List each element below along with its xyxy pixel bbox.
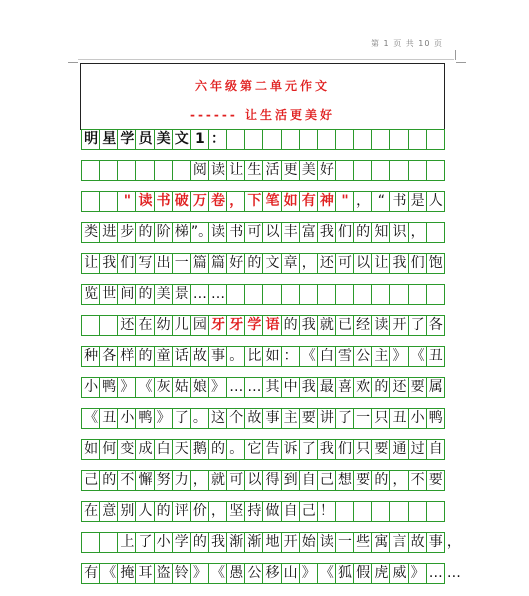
grid-char: 更 — [283, 162, 298, 178]
grid-char: 它 — [247, 441, 262, 457]
grid-char: 盗 — [156, 565, 171, 581]
grid-char: 个 — [229, 410, 244, 426]
grid-char: 上 — [120, 534, 135, 550]
grid-char: 小 — [156, 534, 171, 550]
grid-char: 何 — [102, 441, 117, 457]
grid-char: 》 — [120, 379, 135, 395]
grid-char: 灰 — [156, 379, 171, 395]
grid-char: 的 — [247, 255, 262, 271]
grid-char: 我 — [319, 441, 334, 457]
grid-char: 要 — [301, 410, 316, 426]
crop-mark-top-right-h — [456, 62, 466, 63]
grid-char: 美 — [301, 162, 316, 178]
grid-char: 还 — [120, 317, 135, 333]
grid-char: 读 — [211, 162, 226, 178]
page-number-header: 第 1 页 共 10 页 — [371, 39, 443, 48]
grid-char: 生 — [247, 162, 262, 178]
grid-char: 们 — [120, 255, 135, 271]
grid-char: 《 — [319, 565, 334, 581]
grid-char: 开 — [283, 534, 298, 550]
grid-row-text — [82, 564, 482, 583]
grid-char: 美 — [156, 131, 171, 147]
grid-char: 如 — [84, 441, 99, 457]
grid-char: 的 — [138, 224, 153, 240]
grid-char: 览 — [84, 286, 99, 302]
grid-char: 牙 — [211, 317, 226, 333]
grid-char: 文 — [265, 255, 280, 271]
grid-row-text — [82, 378, 482, 397]
grid-char: ， — [192, 472, 207, 488]
grid-char: 景 — [174, 286, 189, 302]
grid-char: 的 — [374, 472, 389, 488]
grid-char: 雪 — [338, 348, 353, 364]
grid-char: 这 — [211, 410, 226, 426]
grid-char: 鸭 — [138, 410, 153, 426]
grid-char: 。 — [229, 348, 244, 364]
grid-char: 篇 — [211, 255, 226, 271]
grid-char: 我 — [102, 255, 117, 271]
grid-char: 想 — [338, 472, 353, 488]
grid-row-text — [82, 254, 482, 273]
grid-char: 已 — [338, 317, 353, 333]
grid-char: 自 — [283, 503, 298, 519]
header-rule — [78, 59, 454, 60]
grid-char: 持 — [247, 503, 262, 519]
grid-char: 故 — [192, 348, 207, 364]
grid-char: 》 — [301, 565, 316, 581]
grid-char — [118, 161, 136, 180]
grid-char: 各 — [428, 317, 443, 333]
grid-char: 种 — [84, 348, 99, 364]
grid-char: 好 — [319, 162, 334, 178]
grid-char: 属 — [428, 379, 443, 395]
grid-char: 只 — [356, 441, 371, 457]
grid-char: 的 — [192, 534, 207, 550]
grid-char: 是 — [410, 193, 425, 209]
grid-char: 可 — [229, 472, 244, 488]
crop-mark-top-left-h — [68, 62, 78, 63]
grid-char: 《 — [138, 379, 153, 395]
grid-char: 出 — [156, 255, 171, 271]
grid-char: 《 — [211, 565, 226, 581]
grid-row-text — [82, 130, 482, 149]
grid-char: 有 — [84, 565, 99, 581]
grid-char: 语 — [265, 317, 280, 333]
grid-char: 愚 — [229, 565, 244, 581]
grid-char: 》 — [410, 565, 425, 581]
grid-char: 童 — [156, 348, 171, 364]
grid-char: 可 — [338, 255, 353, 271]
grid-char: 可 — [247, 224, 262, 240]
grid-char: 始 — [301, 534, 316, 550]
grid-char: 读 — [138, 193, 153, 209]
grid-char: ： — [211, 131, 226, 147]
grid-char: 价 — [192, 503, 207, 519]
grid-char: 公 — [356, 348, 371, 364]
grid-char: 做 — [265, 503, 280, 519]
grid-char: 过 — [410, 441, 425, 457]
grid-row-text — [82, 533, 482, 552]
grid-row-text — [82, 409, 482, 428]
grid-char: 以 — [356, 255, 371, 271]
grid-char: 一 — [338, 534, 353, 550]
grid-char: … — [211, 286, 226, 302]
grid-row-text — [82, 161, 482, 180]
grid-char: 姑 — [174, 379, 189, 395]
grid-char — [82, 192, 100, 211]
grid-char: 故 — [247, 410, 262, 426]
grid-char: 读 — [211, 224, 226, 240]
grid-char: 读 — [319, 534, 334, 550]
grid-char: 神 — [319, 193, 334, 209]
grid-char: 自 — [301, 472, 316, 488]
grid-char: 章 — [283, 255, 298, 271]
grid-char: 知 — [374, 224, 389, 240]
grid-char: 美 — [156, 286, 171, 302]
crop-mark-top-right-v — [455, 50, 456, 60]
title-box — [80, 63, 445, 130]
grid-char: 篇 — [192, 255, 207, 271]
grid-char: 有 — [301, 193, 316, 209]
grid-char: 了 — [410, 317, 425, 333]
grid-char: … — [446, 565, 461, 581]
grid-char: 各 — [102, 348, 117, 364]
grid-char: 破 — [174, 193, 189, 209]
grid-char: 丰 — [283, 224, 298, 240]
grid-char: 文 — [174, 131, 189, 147]
grid-char: 世 — [102, 286, 117, 302]
grid-char: 的 — [156, 503, 171, 519]
grid-char: 喜 — [338, 379, 353, 395]
grid-char: 威 — [392, 565, 407, 581]
grid-char: 我 — [211, 534, 226, 550]
grid-char: 的 — [283, 317, 298, 333]
grid-char: 的 — [102, 472, 117, 488]
grid-char: ， — [356, 193, 371, 209]
grid-char: 书 — [392, 193, 407, 209]
grid-char: 公 — [247, 565, 262, 581]
grid-row-text — [82, 440, 482, 459]
grid-char — [82, 161, 100, 180]
grid-char: 在 — [138, 317, 153, 333]
grid-char: 的 — [138, 348, 153, 364]
grid-char: 到 — [283, 472, 298, 488]
grid-char: 言 — [392, 534, 407, 550]
grid-char: 我 — [301, 317, 316, 333]
grid-char: 掩 — [120, 565, 135, 581]
grid-char: 《 — [301, 348, 316, 364]
grid-char: 还 — [319, 255, 334, 271]
grid-char: 小 — [84, 379, 99, 395]
grid-char: 要 — [356, 472, 371, 488]
grid-char: 不 — [120, 472, 135, 488]
grid-char: 成 — [138, 441, 153, 457]
grid-char: 读 — [374, 317, 389, 333]
grid-char: ， — [211, 503, 226, 519]
grid-char: 鸭 — [102, 379, 117, 395]
grid-char: 儿 — [174, 317, 189, 333]
grid-char: 丑 — [392, 410, 407, 426]
grid-char: 学 — [174, 534, 189, 550]
grid-char: 狐 — [338, 565, 353, 581]
grid-char: 以 — [265, 224, 280, 240]
grid-char: 让 — [229, 162, 244, 178]
grid-char: 就 — [211, 472, 226, 488]
grid-char: 人 — [428, 193, 443, 209]
grid-char: 梯 — [174, 224, 189, 240]
grid-char: 白 — [156, 441, 171, 457]
grid-char: 小 — [120, 410, 135, 426]
grid-char: 们 — [338, 441, 353, 457]
grid-char: 自 — [428, 441, 443, 457]
grid-char: 阅 — [192, 162, 207, 178]
grid-row-text — [82, 316, 482, 335]
grid-char: 们 — [338, 224, 353, 240]
grid-char: 饱 — [428, 255, 443, 271]
grid-char: 明 — [84, 131, 99, 147]
grid-char: 主 — [374, 348, 389, 364]
title-subtitle: ------ 让生活更美好 — [189, 108, 336, 122]
grid-char: 让 — [374, 255, 389, 271]
grid-char: 卷 — [211, 193, 226, 209]
grid-char: 事 — [265, 410, 280, 426]
grid-char — [100, 161, 118, 180]
grid-char: 学 — [247, 317, 262, 333]
grid-char: 星 — [102, 131, 117, 147]
grid-char: 以 — [247, 472, 262, 488]
grid-char: " — [341, 193, 349, 209]
grid-char: 事 — [428, 534, 443, 550]
grid-char: 欢 — [356, 379, 371, 395]
grid-char: 话 — [174, 348, 189, 364]
grid-char: 》 — [392, 348, 407, 364]
grid-char: 鹅 — [192, 441, 207, 457]
grid-char: 别 — [120, 503, 135, 519]
grid-char: 努 — [156, 472, 171, 488]
grid-char: 其 — [265, 379, 280, 395]
grid-char: 类 — [84, 224, 99, 240]
grid-char: 下 — [247, 193, 262, 209]
grid-char: 》 — [211, 379, 226, 395]
grid-char: 园 — [192, 317, 207, 333]
grid-char: 白 — [319, 348, 334, 364]
grid-char: 我 — [301, 379, 316, 395]
grid-char: ， — [301, 255, 316, 271]
grid-char: 》 — [156, 410, 171, 426]
grid-char: 的 — [138, 286, 153, 302]
grid-char: ”。 — [190, 224, 213, 240]
grid-char: 《 — [102, 565, 117, 581]
grid-char: 经 — [356, 317, 371, 333]
grid-char: ， — [229, 193, 244, 209]
grid-char: 小 — [410, 410, 425, 426]
grid-char: 好 — [229, 255, 244, 271]
grid-char: 鸭 — [428, 410, 443, 426]
grid-char: 地 — [265, 534, 280, 550]
grid-row-text — [82, 192, 482, 211]
grid-char: 寓 — [374, 534, 389, 550]
grid-char: ： — [283, 348, 298, 364]
grid-char: 识 — [392, 224, 407, 240]
grid-char: 懈 — [138, 472, 153, 488]
grid-char: 的 — [356, 224, 371, 240]
grid-char: 了 — [338, 410, 353, 426]
grid-char: 如 — [283, 193, 298, 209]
grid-char: " — [123, 193, 131, 209]
grid-char: 学 — [120, 131, 135, 147]
grid-char: 己 — [301, 503, 316, 519]
grid-char: 的 — [211, 441, 226, 457]
grid-char: ！ — [319, 503, 334, 519]
grid-char — [100, 533, 118, 552]
grid-char: 了 — [138, 534, 153, 550]
grid-char: 了 — [301, 441, 316, 457]
grid-char — [173, 161, 191, 180]
grid-char: … — [247, 379, 262, 395]
grid-char: 书 — [229, 224, 244, 240]
grid-char: 要 — [374, 441, 389, 457]
grid-char: 间 — [120, 286, 135, 302]
grid-char: 假 — [356, 565, 371, 581]
grid-row-text — [82, 502, 482, 521]
grid-char: 还 — [392, 379, 407, 395]
grid-char: 一 — [174, 255, 189, 271]
grid-char: ， — [446, 534, 461, 550]
grid-char: 耳 — [138, 565, 153, 581]
grid-char: 比 — [247, 348, 262, 364]
grid-row-text — [82, 285, 482, 304]
grid-char: ， — [410, 224, 425, 240]
grid-char: 坚 — [229, 503, 244, 519]
grid-row-text — [82, 223, 482, 242]
grid-char: 书 — [156, 193, 171, 209]
grid-char — [155, 161, 173, 180]
grid-char: 评 — [174, 503, 189, 519]
grid-char: 意 — [102, 503, 117, 519]
grid-char: 渐 — [247, 534, 262, 550]
grid-char: 万 — [192, 193, 207, 209]
grid-char — [82, 533, 100, 552]
grid-char: 事 — [211, 348, 226, 364]
grid-char: 1 — [195, 131, 205, 147]
grid-char: 我 — [392, 255, 407, 271]
grid-char: “ — [377, 193, 385, 209]
grid-char: 中 — [283, 379, 298, 395]
grid-char: 一 — [356, 410, 371, 426]
grid-char: 我 — [319, 224, 334, 240]
grid-char: 们 — [410, 255, 425, 271]
grid-char: 让 — [84, 255, 99, 271]
grid-char: 人 — [138, 503, 153, 519]
grid-char: 步 — [120, 224, 135, 240]
grid-char: 虎 — [374, 565, 389, 581]
grid-char: 。 — [229, 441, 244, 457]
grid-char: 故 — [410, 534, 425, 550]
grid-char: 富 — [301, 224, 316, 240]
grid-char: 变 — [120, 441, 135, 457]
grid-char: 笔 — [265, 193, 280, 209]
grid-char: 进 — [102, 224, 117, 240]
grid-char: 移 — [265, 565, 280, 581]
grid-char: 只 — [374, 410, 389, 426]
grid-char: 在 — [84, 503, 99, 519]
grid-char: ， — [392, 472, 407, 488]
grid-char: 《 — [84, 410, 99, 426]
grid-char: 样 — [120, 348, 135, 364]
grid-char: 渐 — [229, 534, 244, 550]
grid-char: 山 — [283, 565, 298, 581]
grid-char: 。 — [192, 410, 207, 426]
grid-char: 力 — [174, 472, 189, 488]
grid-char: 己 — [319, 472, 334, 488]
title-main: 六年级第二单元作文 — [194, 79, 330, 93]
grid-char: 告 — [265, 441, 280, 457]
grid-char: 讲 — [319, 410, 334, 426]
grid-char: 就 — [319, 317, 334, 333]
grid-char: 》 — [192, 565, 207, 581]
grid-char: 娘 — [192, 379, 207, 395]
grid-char: 的 — [374, 379, 389, 395]
grid-char: 阶 — [156, 224, 171, 240]
grid-char: … — [428, 565, 443, 581]
grid-row-text — [82, 347, 482, 366]
grid-char: 最 — [319, 379, 334, 395]
grid-char — [136, 161, 154, 180]
grid-char — [82, 316, 100, 335]
grid-char: 通 — [392, 441, 407, 457]
grid-char: 诉 — [283, 441, 298, 457]
grid-char: 了 — [174, 410, 189, 426]
grid-char: 主 — [283, 410, 298, 426]
grid-char: 员 — [138, 131, 153, 147]
grid-char: … — [192, 286, 207, 302]
grid-char: 如 — [265, 348, 280, 364]
grid-char: 丑 — [102, 410, 117, 426]
grid-char: 要 — [428, 472, 443, 488]
grid-char: 己 — [84, 472, 99, 488]
grid-char: … — [229, 379, 244, 395]
grid-row-text — [82, 471, 482, 490]
grid-char: 写 — [138, 255, 153, 271]
grid-char: 要 — [410, 379, 425, 395]
grid-char — [100, 192, 118, 211]
grid-char: 不 — [410, 472, 425, 488]
grid-char: 《 — [410, 348, 425, 364]
grid-char: 天 — [174, 441, 189, 457]
grid-char: 些 — [356, 534, 371, 550]
grid-char: 幼 — [156, 317, 171, 333]
grid-char: 丑 — [428, 348, 443, 364]
grid-char: 牙 — [229, 317, 244, 333]
grid-char: 开 — [392, 317, 407, 333]
grid-char — [100, 316, 118, 335]
grid-char: 铃 — [174, 565, 189, 581]
grid-char: 活 — [265, 162, 280, 178]
grid-char: 得 — [265, 472, 280, 488]
